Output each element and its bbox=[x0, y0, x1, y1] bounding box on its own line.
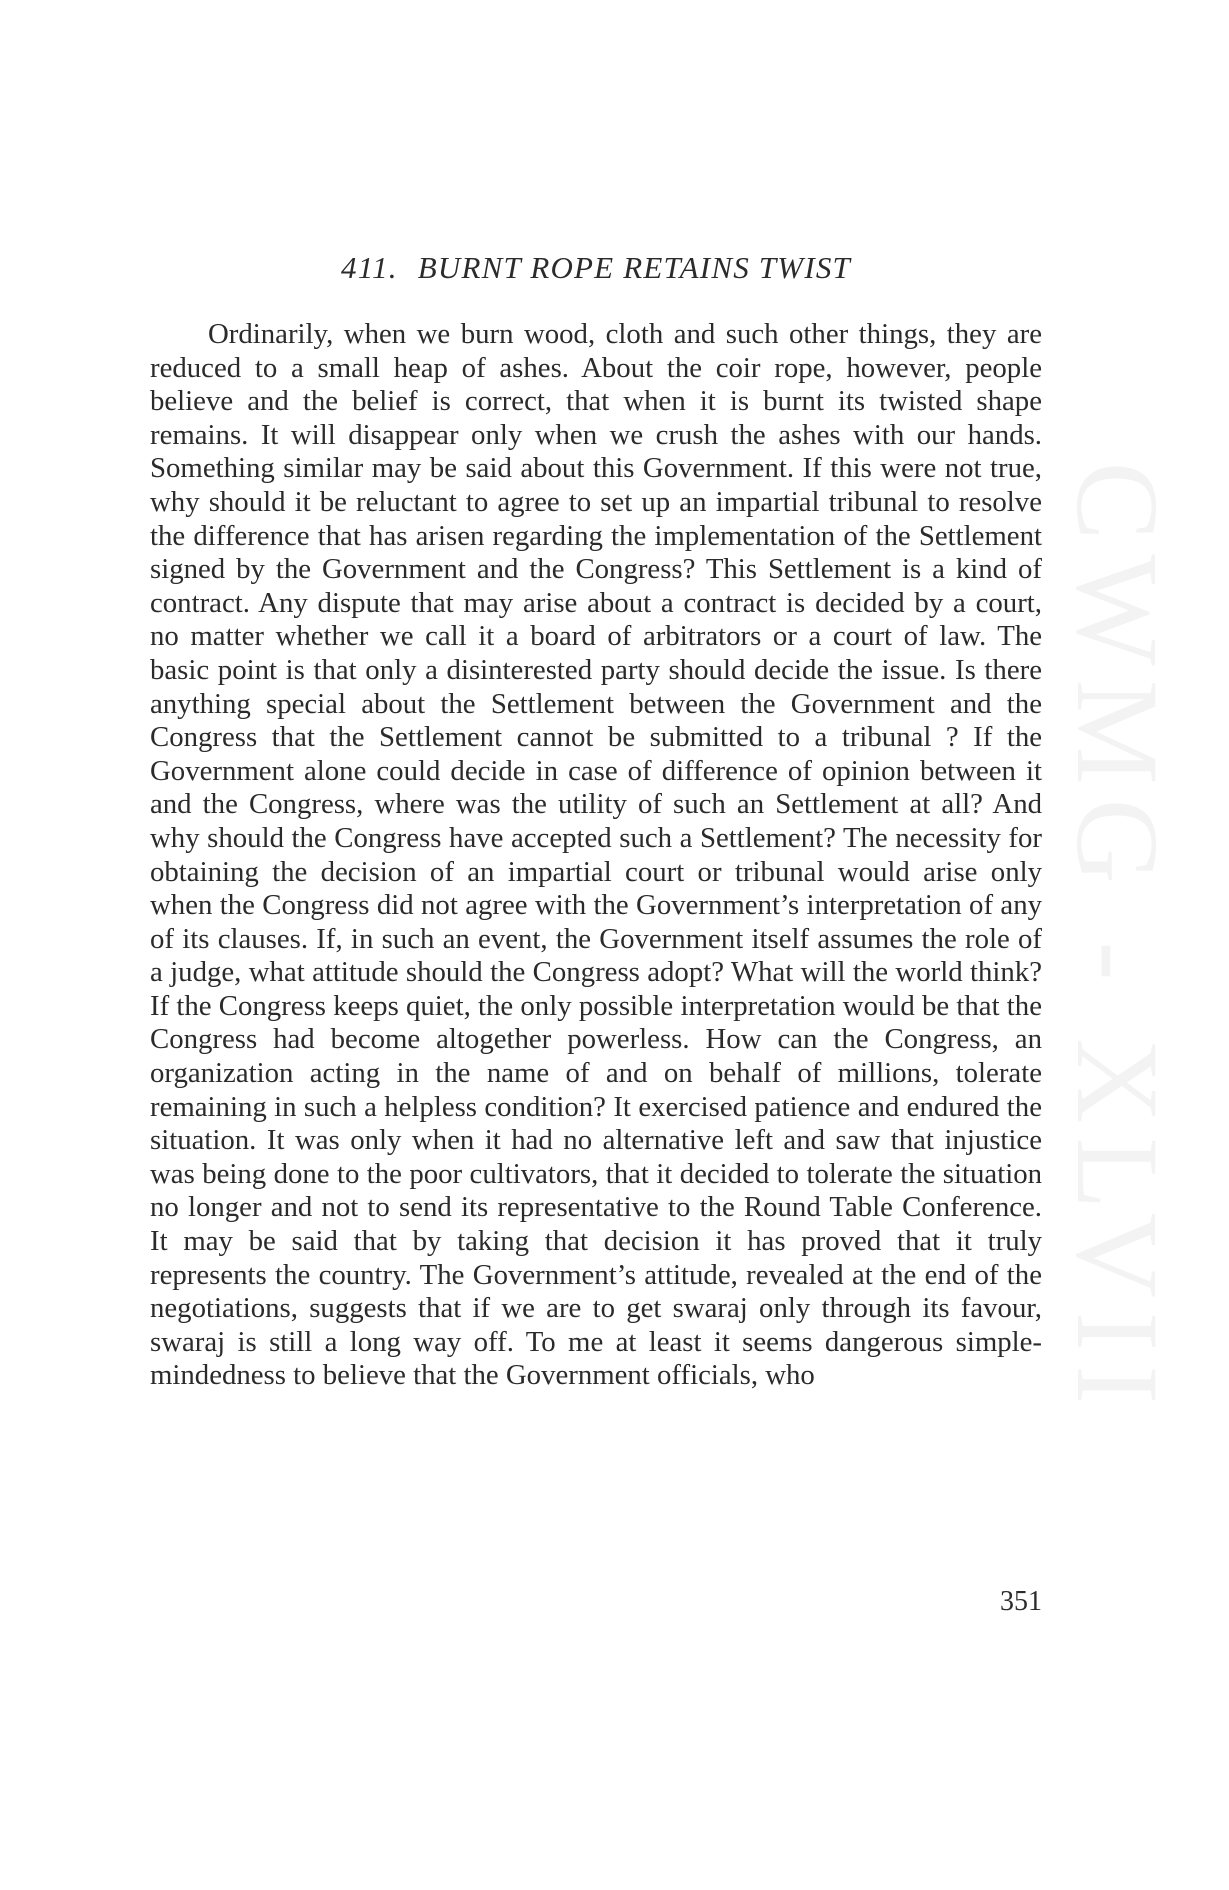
watermark bbox=[1052, 430, 1182, 1450]
watermark-text bbox=[1052, 462, 1182, 1419]
article-title: BURNT ROPE RETAINS TWIST bbox=[417, 250, 851, 285]
article-heading bbox=[150, 248, 1042, 288]
article-number: 411. bbox=[341, 250, 398, 285]
body-paragraph: Ordinarily, when we burn wood, cloth and such other things, they are reduced to a small heap of ashes. About the coir rope, however, people believe and the belief is correct, that when it is burnt its twisted shape remains. It will disappear only when we crush the ashes with our hands. Something similar may be said about this Government. If this were not true, why should it be reluctant to agree to set up an impartial tribunal to resolve the difference that has arisen regarding the implementation of the Settlement signed by the Government and the Congress? This Settlement is a kind of contract. Any dispute that may arise about a contract is decided by a court, no matter whether we call it a board of arbitrators or a court of law. The basic point is that only a disinterested party should decide the issue. Is there anything special about the Settlement between the Government and the Congress that the Settlement cannot be submitted to a tribunal ? If the Government alone could decide in case of difference of opinion between it and the Congress, where was the utility of such an Settlement at all? And why should the Congress have accepted such a Settlement? The necessity for obtaining the decision of an impartial court or tribunal would arise only when the Congress did not agree with the Government’s interpretation of any of its clauses. If, in such an event, the Government itself assumes the role of a judge, what attitude should the Congress adopt? What will the world think? If the Congress keeps quiet, the only possible interpretation would be that the Congress had become altogether powerless. How can the Congress, an organization acting in the name of and on behalf of millions, tolerate remaining in such a helpless condition? It exercised patience and endured the situation. It was only when it had no alternative left and saw that injustice was being done to the poor cultivators, that it decided to tolerate the situation no longer and not to send its representative to the Round Table Conference. It may be said that by taking that decision it has proved that it truly represents the country. The Government’s attitude, revealed at the end of the negotiations, suggests that if we are to get swaraj only through its favour, swaraj is still a long way off. To me at least it seems dangerous simple-mindedness to believe that the Government officials, who bbox=[150, 318, 1042, 1392]
page-number: 351 bbox=[1000, 1586, 1042, 1617]
